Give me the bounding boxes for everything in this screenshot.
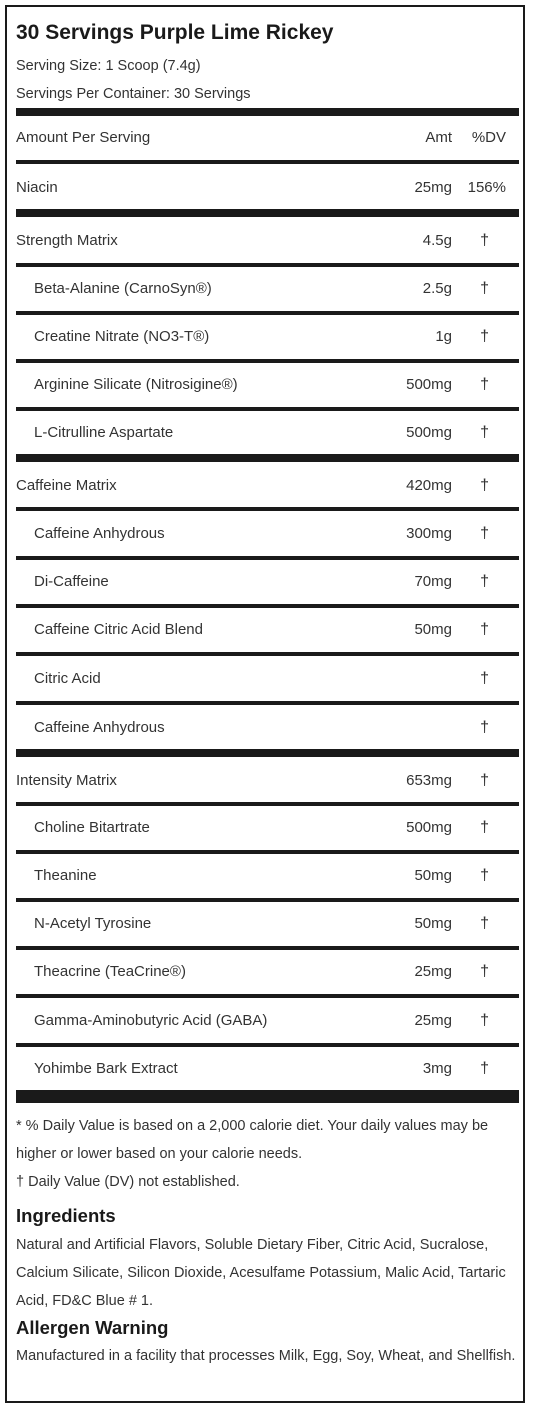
nutrient-amount: 50mg (414, 915, 452, 932)
nutrient-name: Yohimbe Bark Extract (34, 1060, 178, 1077)
nutrient-amount: 1g (435, 328, 452, 345)
nutrient-dv: † (480, 963, 489, 980)
nutrient-dv: † (480, 1060, 489, 1077)
amt-column-header: Amt (425, 129, 452, 146)
nutrient-row-beta-alanine (16, 280, 519, 300)
nutrient-name: Caffeine Matrix (16, 477, 117, 494)
nutrient-dv: † (480, 621, 489, 638)
nutrient-row-caffeine-anhydrous (16, 525, 519, 545)
nutrient-dv: † (480, 670, 489, 687)
daily-value-footnote: * % Daily Value is based on a 2,000 calorie diet. Your daily values may be higher or lower based on your calorie needs. (16, 1118, 489, 1162)
nutrient-row-theanine (16, 867, 519, 887)
nutrient-name: Citric Acid (34, 670, 101, 687)
nutrient-row-di-caffeine (16, 573, 519, 593)
nutrient-name: Caffeine Anhydrous (34, 525, 165, 542)
nutrient-dv: † (480, 719, 489, 736)
nutrient-amount: 653mg (406, 772, 452, 789)
thick-divider (16, 749, 519, 757)
nutrient-dv: † (480, 772, 489, 789)
divider (16, 359, 519, 363)
nutrient-amount: 3mg (422, 1060, 452, 1077)
nutrient-name: L-Citrulline Aspartate (34, 424, 174, 441)
nutrient-name: Choline Bitartrate (34, 819, 150, 836)
nutrient-dv: † (480, 915, 489, 932)
nutrient-dv: † (480, 232, 489, 249)
blend-row-intensity-matrix (16, 772, 519, 792)
nutrient-name: Gamma-Aminobutyric Acid (GABA) (34, 1012, 268, 1029)
amount-per-serving-label: Amount Per Serving (16, 129, 151, 146)
divider (16, 898, 519, 902)
servings-per-container: Servings Per Container: 30 Servings (16, 86, 251, 102)
nutrient-name: Creatine Nitrate (NO3-T®) (34, 328, 210, 345)
thick-divider (16, 108, 519, 116)
nutrient-name: N-Acetyl Tyrosine (34, 915, 152, 932)
nutrient-row-yohimbe-bark-extract (16, 1060, 519, 1080)
thick-divider (16, 454, 519, 462)
thick-divider (16, 1090, 519, 1103)
product-title: 30 Servings Purple Lime Rickey (16, 21, 334, 44)
nutrient-amount: 4.5g (422, 232, 452, 249)
nutrient-dv: † (480, 819, 489, 836)
divider (16, 850, 519, 854)
ingredients-heading: Ingredients (16, 1205, 116, 1226)
nutrient-row-niacin (16, 179, 519, 199)
divider (16, 407, 519, 411)
divider (16, 802, 519, 806)
dagger-footnote: † Daily Value (DV) not established. (16, 1174, 240, 1190)
divider (16, 652, 519, 656)
nutrient-row-creatine-nitrate (16, 328, 519, 348)
nutrient-amount: 25mg (414, 179, 452, 196)
supplement-facts-panel (5, 5, 525, 1403)
nutrient-amount: 500mg (406, 376, 452, 393)
nutrient-name: Theacrine (TeaCrine®) (34, 963, 186, 980)
divider (16, 604, 519, 608)
nutrient-row-choline-bitartrate (16, 819, 519, 839)
nutrient-dv: 156% (467, 179, 506, 196)
divider (16, 311, 519, 315)
nutrient-amount: 2.5g (422, 280, 452, 297)
blend-row-caffeine-matrix (16, 477, 519, 497)
nutrient-amount: 50mg (414, 621, 452, 638)
nutrient-row-theacrine (16, 963, 519, 983)
nutrient-name: Di-Caffeine (34, 573, 109, 590)
serving-size: Serving Size: 1 Scoop (7.4g) (16, 58, 201, 74)
allergen-heading: Allergen Warning (16, 1317, 169, 1338)
divider (16, 946, 519, 950)
divider (16, 507, 519, 511)
nutrient-dv: † (480, 867, 489, 884)
allergen-text: Manufactured in a facility that processes Milk, Egg, Soy, Wheat, and Shellfish. (16, 1348, 516, 1364)
nutrient-amount: 70mg (414, 573, 452, 590)
nutrient-row-caffeine-anhydrous-2 (16, 719, 519, 739)
nutrient-row-l-citrulline (16, 424, 519, 444)
nutrient-name: Caffeine Anhydrous (34, 719, 165, 736)
nutrient-name: Intensity Matrix (16, 772, 117, 789)
divider (16, 1043, 519, 1047)
blend-row-strength-matrix (16, 232, 519, 252)
medium-divider (16, 160, 519, 164)
nutrient-amount: 500mg (406, 424, 452, 441)
nutrient-name: Beta-Alanine (CarnoSyn®) (34, 280, 212, 297)
nutrient-row-gaba (16, 1012, 519, 1032)
divider (16, 994, 519, 998)
nutrient-dv: † (480, 477, 489, 494)
dv-column-header: %DV (471, 129, 506, 146)
nutrient-amount: 500mg (406, 819, 452, 836)
nutrient-dv: † (480, 328, 489, 345)
nutrient-dv: † (480, 573, 489, 590)
divider (16, 701, 519, 705)
nutrient-name: Theanine (34, 867, 97, 884)
nutrient-amount: 420mg (406, 477, 452, 494)
ingredients-text: Natural and Artificial Flavors, Soluble Dietary Fiber, Citric Acid, Sucralose, Calcium Silicate, Silicon Dioxide, Acesulfame Potassium, Malic Acid, Tartaric Acid, FD&C Blue # 1. (16, 1237, 506, 1309)
nutrient-dv: † (480, 424, 489, 441)
column-header-row (16, 129, 519, 149)
nutrient-amount: 50mg (414, 867, 452, 884)
nutrient-amount: 300mg (406, 525, 452, 542)
nutrient-name: Niacin (16, 179, 58, 196)
nutrient-name: Strength Matrix (16, 232, 118, 249)
nutrient-dv: † (480, 376, 489, 393)
nutrient-dv: † (480, 280, 489, 297)
nutrient-name: Arginine Silicate (Nitrosigine®) (34, 376, 238, 393)
nutrient-amount: 25mg (414, 1012, 452, 1029)
nutrient-name: Caffeine Citric Acid Blend (34, 621, 203, 638)
nutrient-dv: † (480, 525, 489, 542)
nutrient-row-n-acetyl-tyrosine (16, 915, 519, 935)
nutrient-row-arginine-silicate (16, 376, 519, 396)
thick-divider (16, 209, 519, 217)
nutrient-row-caffeine-citric-acid-blend (16, 621, 519, 641)
nutrient-amount: 25mg (414, 963, 452, 980)
nutrient-dv: † (480, 1012, 489, 1029)
divider (16, 263, 519, 267)
divider (16, 556, 519, 560)
nutrient-row-citric-acid (16, 670, 519, 690)
